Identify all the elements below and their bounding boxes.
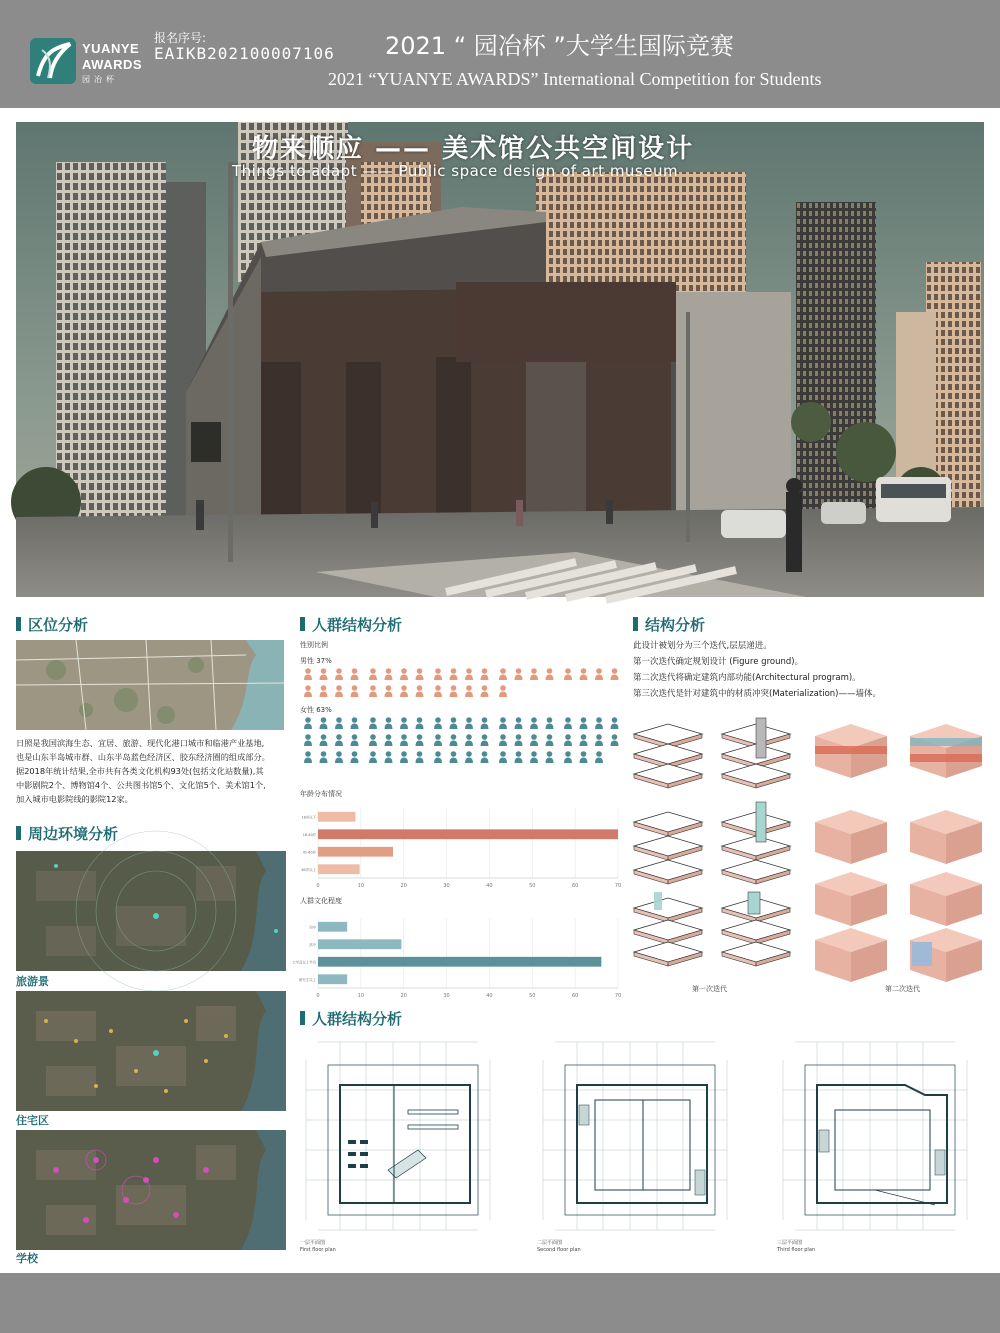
person-icon	[416, 717, 424, 729]
residential-map-label: 住宅区	[16, 1114, 49, 1127]
iteration-2-caption: 第二次迭代	[885, 985, 920, 993]
x-tick-label: 20	[400, 993, 407, 999]
male-pictogram	[300, 666, 620, 702]
person-icon	[481, 668, 489, 680]
person-icon	[481, 751, 489, 763]
logo-mark-icon	[30, 38, 76, 84]
person-icon	[530, 717, 538, 729]
person-icon	[530, 668, 538, 680]
person-icon	[304, 685, 312, 697]
structure-text-line: 第三次迭代是针对建筑中的材质冲突(Materialization)——墙体。	[633, 689, 881, 699]
x-tick-label: 60	[571, 883, 579, 889]
location-text	[16, 736, 296, 806]
female-ratio-label: 女性 63%	[300, 706, 332, 714]
person-icon	[611, 717, 619, 729]
bar	[318, 957, 601, 967]
x-tick-label: 10	[357, 993, 365, 999]
logo-text-awards: AWARDS	[82, 57, 143, 72]
person-icon	[385, 685, 393, 697]
location-map	[16, 640, 284, 730]
person-icon	[546, 734, 554, 746]
x-tick-label: 0	[316, 993, 320, 999]
person-icon	[499, 734, 507, 746]
x-tick-label: 40	[486, 883, 493, 889]
person-icon	[595, 734, 603, 746]
footer-band	[0, 1273, 1000, 1333]
iteration-diagrams	[630, 720, 990, 982]
person-icon	[320, 668, 328, 680]
yuanye-logo	[30, 38, 152, 84]
person-icon	[465, 668, 473, 680]
person-icon	[369, 751, 377, 763]
person-icon	[481, 734, 489, 746]
person-icon	[450, 717, 458, 729]
person-icon	[450, 734, 458, 746]
person-icon	[320, 734, 328, 746]
bar	[318, 922, 347, 932]
header	[0, 0, 1000, 108]
male-ratio-label: 男性 37%	[300, 657, 332, 665]
person-icon	[400, 734, 408, 746]
category-label: 60岁以上	[301, 867, 316, 872]
person-icon	[564, 717, 572, 729]
person-icon	[499, 685, 507, 697]
person-icon	[499, 751, 507, 763]
person-icon	[416, 734, 424, 746]
person-icon	[416, 685, 424, 697]
x-tick-label: 30	[443, 993, 450, 999]
x-tick-label: 60	[571, 993, 579, 999]
category-label: 初中	[309, 925, 316, 930]
education-chart	[292, 914, 622, 1004]
plan-caption-cn: 一层平面图	[300, 1240, 326, 1246]
x-tick-label: 50	[529, 883, 536, 889]
competition-title-en: 2021 “YUANYE AWARDS” International Competition for Students	[328, 69, 822, 89]
tourism-map	[16, 851, 286, 971]
tourism-map-label: 旅游景	[16, 975, 49, 988]
person-icon	[530, 751, 538, 763]
residential-map	[16, 991, 286, 1111]
plan-caption-en: Second floor plan	[537, 1247, 581, 1253]
person-icon	[434, 751, 442, 763]
person-icon	[369, 717, 377, 729]
person-icon	[320, 717, 328, 729]
category-label: 18-40岁	[302, 832, 316, 837]
crowd-section-title: 人群结构分析	[300, 614, 402, 635]
plan-caption-cn: 三层平面图	[777, 1240, 803, 1246]
third-floor-caption	[777, 1240, 815, 1254]
person-icon	[546, 717, 554, 729]
x-tick-label: 40	[486, 993, 493, 999]
education-chart-title: 人群文化程度	[300, 897, 342, 905]
location-text-line: 日照是我国滨海生态、宜居、旅游、现代化港口城市和临港产业基地,	[16, 738, 265, 748]
category-label: 研究生以上	[299, 977, 316, 982]
x-tick-label: 70	[614, 883, 622, 889]
person-icon	[385, 717, 393, 729]
first-floor-plan	[298, 1030, 498, 1240]
location-text-line: 中影剧院2个、博物馆4个、公共图书馆5个、文化馆5个、美术馆1个,	[16, 780, 266, 790]
hero-render	[16, 122, 984, 597]
person-icon	[465, 734, 473, 746]
third-floor-plan	[775, 1030, 975, 1240]
bar	[318, 864, 360, 874]
x-tick-label: 0	[316, 883, 320, 889]
logo-text-cn: 园冶杯	[82, 75, 118, 84]
person-icon	[546, 668, 554, 680]
person-icon	[611, 668, 619, 680]
x-tick-label: 30	[443, 883, 450, 889]
bar	[318, 974, 347, 984]
person-icon	[369, 734, 377, 746]
person-icon	[434, 668, 442, 680]
person-icon	[564, 751, 572, 763]
surroundings-section-title: 周边环境分析	[16, 823, 118, 844]
person-icon	[611, 734, 619, 746]
person-icon	[369, 685, 377, 697]
person-icon	[530, 734, 538, 746]
location-text-line: 加入城市电影院线的影院12家。	[16, 794, 133, 804]
logo-text-yuanye: YUANYE	[82, 41, 140, 56]
first-floor-caption	[300, 1240, 336, 1254]
person-icon	[351, 751, 359, 763]
x-tick-label: 10	[357, 883, 365, 889]
person-icon	[400, 668, 408, 680]
person-icon	[580, 717, 588, 729]
competition-title-cn: 2021 “ 园冶杯 ”大学生国际竞赛	[385, 32, 734, 60]
person-icon	[385, 734, 393, 746]
person-icon	[385, 751, 393, 763]
age-chart	[300, 804, 622, 894]
person-icon	[546, 751, 554, 763]
person-icon	[515, 751, 523, 763]
person-icon	[351, 668, 359, 680]
person-icon	[515, 734, 523, 746]
person-icon	[335, 668, 343, 680]
person-icon	[434, 734, 442, 746]
person-icon	[499, 717, 507, 729]
person-icon	[499, 668, 507, 680]
plan-caption-cn: 二层平面图	[537, 1240, 563, 1246]
person-icon	[434, 685, 442, 697]
female-pictogram	[300, 715, 620, 785]
person-icon	[515, 668, 523, 680]
registration-label: 报名序号:	[154, 31, 207, 45]
person-icon	[400, 685, 408, 697]
person-icon	[320, 685, 328, 697]
x-tick-label: 20	[400, 883, 407, 889]
category-label: 18岁以下	[301, 815, 316, 820]
structure-text-line: 此设计被划分为三个迭代,层层递进。	[633, 641, 772, 651]
second-floor-plan	[535, 1030, 735, 1240]
structure-text-line: 第二次迭代将确定建筑内部功能(Architectural program)。	[633, 673, 861, 683]
person-icon	[580, 734, 588, 746]
school-map-label: 学校	[16, 1252, 38, 1265]
person-icon	[595, 717, 603, 729]
hero-title-en: Things to adapt —— Public space design of art museum	[232, 162, 679, 180]
iteration-1-caption: 第一次迭代	[692, 985, 727, 993]
bar	[318, 812, 356, 822]
person-icon	[335, 717, 343, 729]
hero-title-cn: 物来顺应 —— 美术馆公共空间设计	[252, 134, 695, 164]
person-icon	[335, 751, 343, 763]
person-icon	[320, 751, 328, 763]
location-text-line: 也是山东半岛城市群、山东半岛蓝色经济区、胶东经济圈的组成部分。	[16, 752, 270, 762]
person-icon	[450, 668, 458, 680]
person-icon	[416, 668, 424, 680]
structure-text	[633, 638, 983, 702]
second-floor-caption	[537, 1240, 581, 1254]
poster-board	[0, 108, 1000, 1273]
category-label: 高中	[309, 942, 316, 947]
person-icon	[369, 668, 377, 680]
person-icon	[481, 717, 489, 729]
person-icon	[564, 668, 572, 680]
person-icon	[434, 717, 442, 729]
category-label: 大学及以上学历	[292, 960, 316, 965]
plan-caption-en: First floor plan	[300, 1247, 336, 1253]
person-icon	[304, 668, 312, 680]
person-icon	[400, 717, 408, 729]
person-icon	[450, 685, 458, 697]
person-icon	[351, 685, 359, 697]
person-icon	[465, 751, 473, 763]
x-tick-label: 70	[614, 993, 622, 999]
gender-ratio-label: 性别比例	[300, 641, 328, 649]
plans-section-title: 人群结构分析	[300, 1008, 402, 1029]
category-label: 41-60岁	[302, 850, 316, 855]
registration-number: EAIKB202100007106	[154, 44, 335, 63]
person-icon	[416, 751, 424, 763]
person-icon	[595, 751, 603, 763]
structure-section-title: 结构分析	[633, 614, 705, 635]
bar	[318, 939, 401, 949]
person-icon	[400, 751, 408, 763]
bar	[318, 847, 393, 857]
school-map	[16, 1130, 286, 1250]
person-icon	[595, 668, 603, 680]
person-icon	[304, 751, 312, 763]
person-icon	[450, 751, 458, 763]
person-icon	[304, 734, 312, 746]
person-icon	[481, 685, 489, 697]
person-icon	[351, 717, 359, 729]
person-icon	[465, 685, 473, 697]
location-section-title: 区位分析	[16, 614, 88, 635]
location-text-line: 据2018年统计结果,全市共有各类文化机构93处(包括文化站数量),其	[16, 766, 264, 776]
person-icon	[580, 751, 588, 763]
person-icon	[335, 734, 343, 746]
plan-caption-en: Third floor plan	[777, 1247, 816, 1253]
bar	[318, 829, 618, 839]
age-chart-title: 年龄分布情况	[300, 790, 342, 798]
hero-scene	[16, 122, 984, 597]
person-icon	[564, 734, 572, 746]
structure-text-line: 第一次迭代确定规划设计 (Figure ground)。	[633, 657, 804, 667]
person-icon	[465, 717, 473, 729]
x-tick-label: 50	[529, 993, 536, 999]
person-icon	[304, 717, 312, 729]
person-icon	[335, 685, 343, 697]
person-icon	[351, 734, 359, 746]
person-icon	[580, 668, 588, 680]
person-icon	[515, 717, 523, 729]
person-icon	[385, 668, 393, 680]
